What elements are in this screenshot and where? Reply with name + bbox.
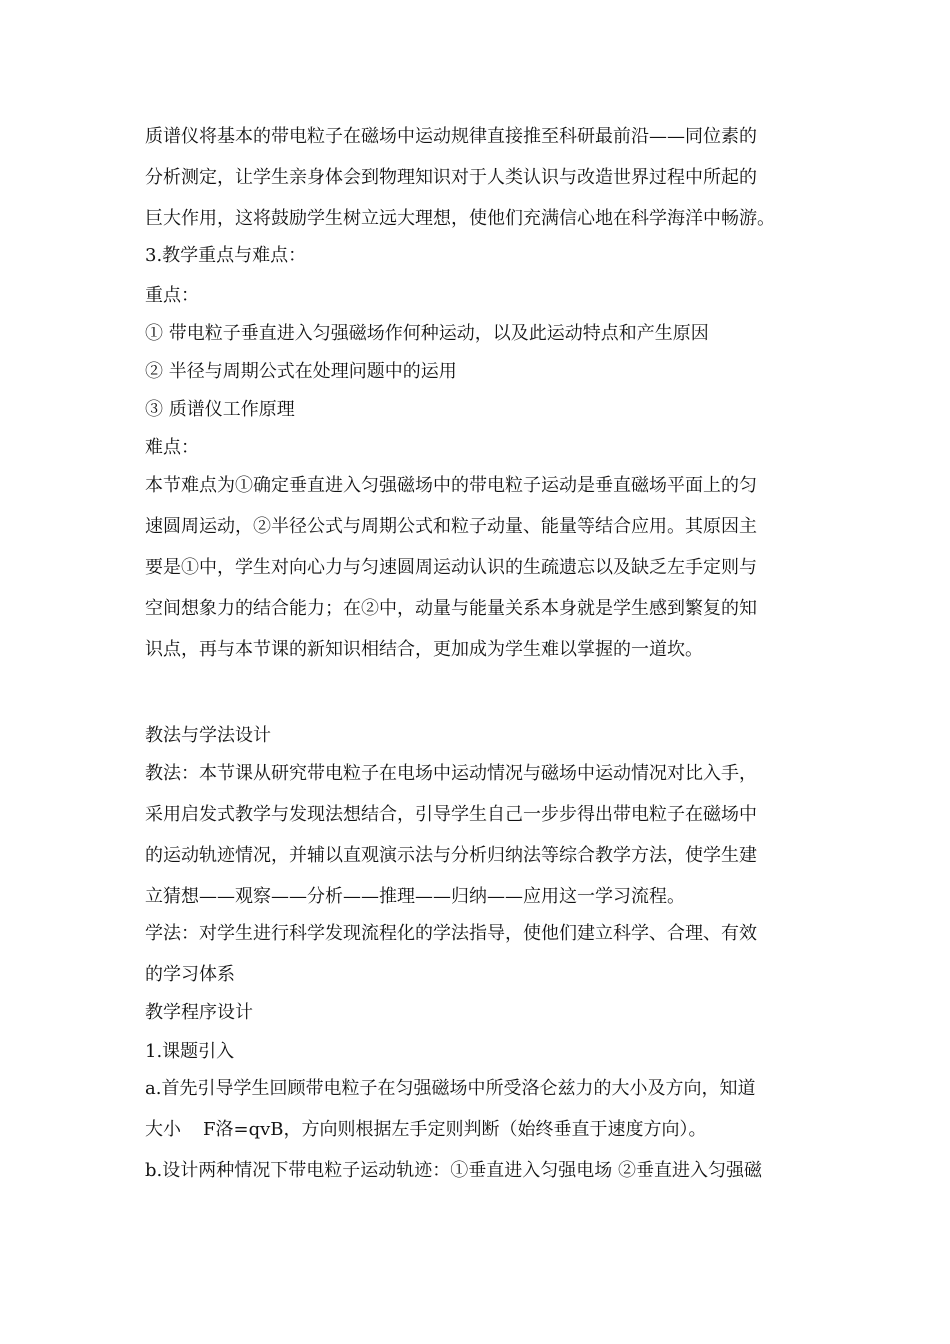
subheading-key-points: 重点： bbox=[145, 285, 199, 306]
section-heading: 教法与学法设计 bbox=[145, 725, 271, 746]
list-item: ③ 质谱仪工作原理 bbox=[145, 399, 295, 420]
paragraph-line: b.设计两种情况下带电粒子运动轨迹：①垂直进入匀强电场 ②垂直进入匀强磁 bbox=[145, 1160, 762, 1181]
list-item: ② 半径与周期公式在处理问题中的运用 bbox=[145, 361, 457, 382]
paragraph-line: a.首先引导学生回顾带电粒子在匀强磁场中所受洛仑兹力的大小及方向，知道 bbox=[145, 1078, 756, 1099]
subheading-difficulties: 难点： bbox=[145, 437, 199, 458]
paragraph-line: 学法：对学生进行科学发现流程化的学法指导，使他们建立科学、合理、有效 bbox=[145, 923, 757, 944]
section-heading: 教学程序设计 bbox=[145, 1002, 253, 1023]
paragraph-line: 识点，再与本节课的新知识相结合，更加成为学生难以掌握的一道坎。 bbox=[145, 639, 703, 660]
section-heading: 3.教学重点与难点： bbox=[145, 245, 307, 266]
paragraph-line: 本节难点为①确定垂直进入匀强磁场中的带电粒子运动是垂直磁场平面上的匀 bbox=[145, 475, 757, 496]
paragraph-line bbox=[145, 1118, 707, 1142]
paragraph-line: 质谱仪将基本的带电粒子在磁场中运动规律直接推至科研最前沿——同位素的 bbox=[145, 126, 757, 147]
paragraph-line: 教法：本节课从研究带电粒子在电场中运动情况与磁场中运动情况对比入手， bbox=[145, 763, 757, 784]
paragraph-line: 速圆周运动，②半径公式与周期公式和粒子动量、能量等结合应用。其原因主 bbox=[145, 516, 757, 537]
paragraph-line: 采用启发式教学与发现法想结合，引导学生自己一步步得出带电粒子在磁场中 bbox=[145, 804, 757, 825]
paragraph-line: 的学习体系 bbox=[145, 964, 235, 985]
paragraph-line: 的运动轨迹情况，并辅以直观演示法与分析归纳法等综合教学方法，使学生建 bbox=[145, 845, 757, 866]
paragraph-line: 立猜想——观察——分析——推理——归纳——应用这一学习流程。 bbox=[145, 886, 685, 907]
paragraph-line: 要是①中，学生对向心力与匀速圆周运动认识的生疏遗忘以及缺乏左手定则与 bbox=[145, 557, 757, 578]
paragraph-line: 巨大作用，这将鼓励学生树立远大理想，使他们充满信心地在科学海洋中畅游。 bbox=[145, 208, 775, 229]
inline-text: 大小 bbox=[145, 1119, 181, 1140]
paragraph-line: 分析测定，让学生亲身体会到物理知识对于人类认识与改造世界过程中所起的 bbox=[145, 167, 757, 188]
list-item: ① 带电粒子垂直进入匀强磁场作何种运动，以及此运动特点和产生原因 bbox=[145, 323, 709, 344]
formula-text: F洛=qvB，方向则根据左手定则判断（始终垂直于速度方向）。 bbox=[203, 1119, 707, 1140]
subsection-heading: 1.课题引入 bbox=[145, 1041, 235, 1062]
paragraph-line: 空间想象力的结合能力；在②中，动量与能量关系本身就是学生感到繁复的知 bbox=[145, 598, 757, 619]
